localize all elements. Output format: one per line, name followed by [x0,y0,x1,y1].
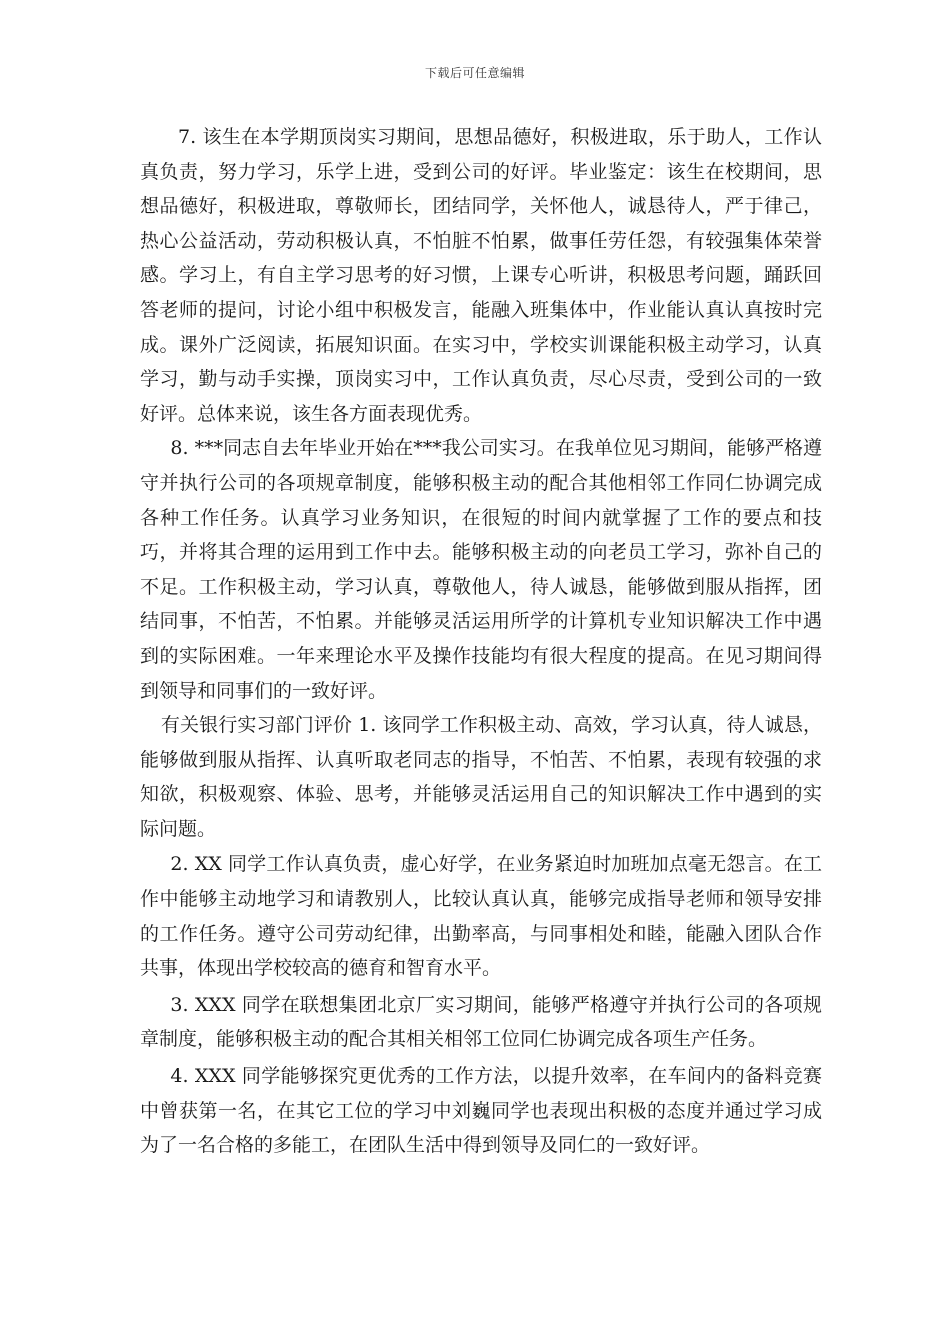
paragraph-bank-evaluation: 有关银行实习部门评价 1. 该同学工作积极主动、高效，学习认真，待人诚恳，能够做到服从指挥、认真听取老同志的指导，不怕苦、不怕累，表现有较强的求知欲，积极观察、体验、思考，并能够灵活运用自己的知识解决工作中遇到的实际问题。 [140,714,822,840]
paragraph-8: 8. ***同志自去年毕业开始在***我公司实习。在我单位见习期间，能够严格遵守并执行公司的各项规章制度，能够积极主动的配合其他相邻工作同仁协调完成各种工作任务。认真学习业务知识，在很短的时间内就掌握了工作的要点和技巧，并将其合理的运用到工作中去。能够积极主动的向老员工学习，弥补自己的不足。工作积极主动，学习认真，尊敬他人，待人诚恳，能够做到服从指挥，团结同事，不怕苦，不怕累。并能够灵活运用所学的计算机专业知识解决工作中遇到的实际困难。一年来理论水平及操作技能均有很大程度的提高。在见习期间得到领导和同事们的一致好评。 [140,437,822,702]
document-body [140,120,822,1163]
paragraph-7: 7. 该生在本学期顶岗实习期间，思想品德好，积极进取，乐于助人，工作认真负责，努力学习，乐学上进，受到公司的好评。毕业鉴定：该生在校期间，思想品德好，积极进取，尊敬师长，团结同学，关怀他人，诚恳待人，严于律己，热心公益活动，劳动积极认真，不怕脏不怕累，做事任劳任怨，有较强集体荣誉感。学习上，有自主学习思考的好习惯，上课专心听讲，积极思考问题，踊跃回答老师的提问，讨论小组中积极发言，能融入班集体中，作业能认真认真按时完成。课外广泛阅读，拓展知识面。在实习中，学校实训课能积极主动学习，认真学习，勤与动手实操，顶岗实习中，工作认真负责，尽心尽责，受到公司的一致好评。总体来说，该生各方面表现优秀。 [140,126,822,425]
paragraph-2: 2. XX 同学工作认真负责，虚心好学，在业务紧迫时加班加点毫无怨言。在工作中能够主动地学习和请教别人，比较认真认真，能够完成指导老师和领导安排的工作任务。遵守公司劳动纪律，出勤率高，与同事相处和睦，能融入团队合作共事，体现出学校较高的德育和智育水平。 [140,853,822,980]
paragraph-3: 3. XXX 同学在联想集团北京厂实习期间，能够严格遵守并执行公司的各项规章制度，能够积极主动的配合其相关相邻工位同仁协调完成各项生产任务。 [140,993,822,1051]
page-header: 下载后可任意编辑 [424,66,525,80]
paragraph-4: 4. XXX 同学能够探究更优秀的工作方法，以提升效率，在车间内的备料竞赛中曾获第一名，在其它工位的学习中刘巍同学也表现出积极的态度并通过学习成为了一名合格的多能工，在团队生活中得到领导及同仁的一致好评。 [140,1065,822,1157]
